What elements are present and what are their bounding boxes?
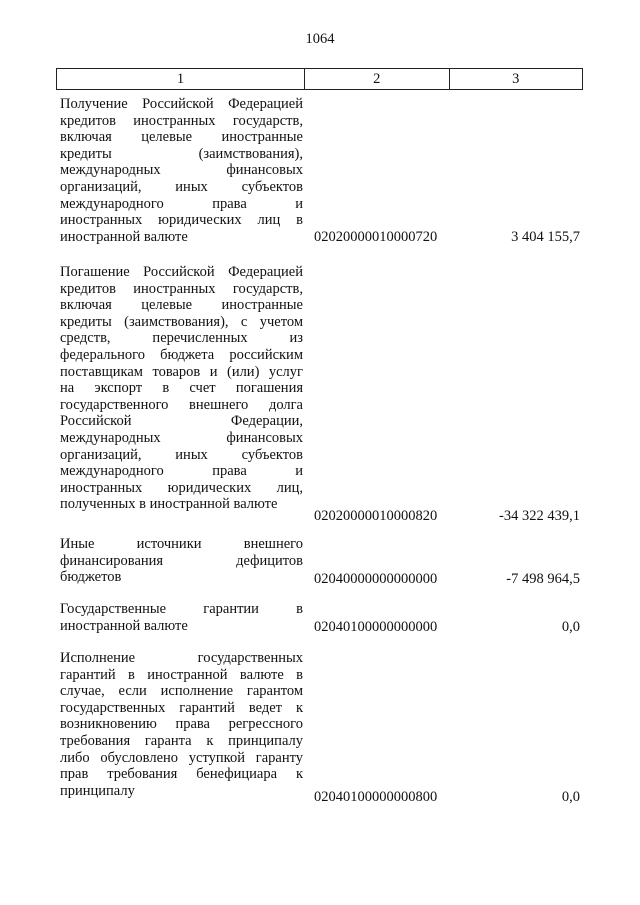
table-row bbox=[56, 264, 583, 524]
desc-line: включая целевые иностранные bbox=[60, 297, 303, 314]
desc-line: кредиты (заимствования), bbox=[60, 145, 303, 162]
desc-line: иностранных юридических лиц в bbox=[60, 212, 303, 229]
row-code: 02040100000000800 bbox=[314, 789, 438, 805]
row-code: 02040100000000000 bbox=[314, 619, 438, 635]
table-row bbox=[56, 96, 583, 252]
desc-line: иностранной валюте bbox=[60, 228, 188, 245]
desc-line: возникновению права регрессного bbox=[60, 716, 303, 733]
desc-line: прав требования бенефициара к bbox=[60, 766, 303, 783]
row-description bbox=[60, 96, 303, 245]
row-description bbox=[60, 536, 303, 586]
desc-line: государственного внешнего долга bbox=[60, 396, 303, 413]
row-code: 02020000010000820 bbox=[314, 508, 438, 524]
table-row bbox=[56, 650, 583, 806]
desc-line: Получение Российской Федерацией bbox=[60, 96, 303, 112]
desc-line: международных финансовых bbox=[60, 162, 303, 179]
desc-line: либо обусловлено уступкой гаранту bbox=[60, 749, 303, 766]
desc-line: организаций, иных субъектов bbox=[60, 446, 303, 463]
desc-line: Исполнение государственных bbox=[60, 650, 303, 666]
desc-line: поставщикам товаров и (или) услуг bbox=[60, 363, 303, 380]
desc-line: на экспорт в счет погашения bbox=[60, 380, 303, 397]
desc-line: кредитов иностранных государств, bbox=[60, 112, 303, 129]
desc-line: федерального бюджета российским bbox=[60, 346, 303, 363]
desc-line: иностранной валюте bbox=[60, 617, 188, 634]
column-header-1: 1 bbox=[57, 69, 305, 89]
desc-line: Погашение Российской Федерацией bbox=[60, 264, 303, 280]
desc-line: Российской Федерации, bbox=[60, 413, 303, 430]
desc-line: принципалу bbox=[60, 782, 135, 799]
row-description bbox=[60, 650, 303, 799]
row-amount: -7 498 964,5 bbox=[506, 571, 580, 587]
desc-line: полученных в иностранной валюте bbox=[60, 496, 278, 513]
desc-line: Государственные гарантии в bbox=[60, 601, 303, 617]
desc-line: случае, если исполнение гарантом bbox=[60, 683, 303, 700]
desc-line: организаций, иных субъектов bbox=[60, 178, 303, 195]
column-header-2: 2 bbox=[305, 69, 449, 89]
desc-line: кредиты (заимствования), с учетом bbox=[60, 313, 303, 330]
row-code: 02020000010000720 bbox=[314, 229, 438, 245]
table-row bbox=[56, 536, 583, 588]
page-number: 1064 bbox=[305, 31, 335, 47]
desc-line: международного права и bbox=[60, 463, 303, 480]
row-description bbox=[60, 601, 303, 634]
row-amount: 0,0 bbox=[561, 619, 580, 635]
desc-line: гарантий в иностранной валюте в bbox=[60, 666, 303, 683]
row-description bbox=[60, 264, 303, 513]
desc-line: включая целевые иностранные bbox=[60, 129, 303, 146]
desc-line: иностранных юридических лиц, bbox=[60, 479, 303, 496]
desc-line: международного права и bbox=[60, 195, 303, 212]
desc-line: государственных гарантий ведет к bbox=[60, 699, 303, 716]
desc-line: Иные источники внешнего bbox=[60, 536, 303, 552]
table-row bbox=[56, 601, 583, 637]
table-header-row bbox=[56, 68, 583, 90]
row-amount: 0,0 bbox=[561, 789, 580, 805]
row-amount: 3 404 155,7 bbox=[511, 229, 580, 245]
desc-line: требования гаранта к принципалу bbox=[60, 732, 303, 749]
row-amount: -34 322 439,1 bbox=[499, 508, 580, 524]
row-code: 02040000000000000 bbox=[314, 571, 438, 587]
column-header-3: 3 bbox=[512, 70, 520, 87]
desc-line: финансирования дефицитов bbox=[60, 552, 303, 569]
desc-line: международных финансовых bbox=[60, 429, 303, 446]
desc-line: бюджетов bbox=[60, 569, 122, 586]
desc-line: кредитов иностранных государств, bbox=[60, 280, 303, 297]
desc-line: средств, перечисленных из bbox=[60, 330, 303, 347]
